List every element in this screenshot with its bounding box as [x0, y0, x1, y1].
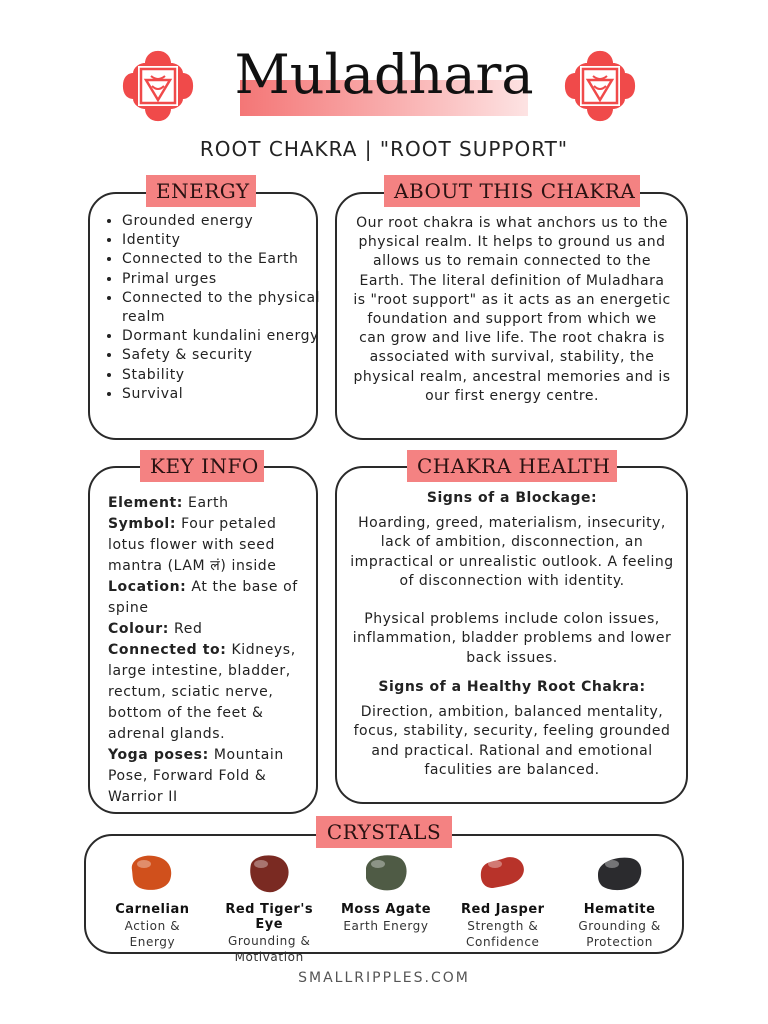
crystal-name: Red Jasper — [461, 902, 545, 917]
crystal-description: Earth Energy — [343, 919, 429, 933]
crystal-item — [211, 850, 328, 964]
key-info-term: Colour: — [108, 621, 169, 637]
energy-list-item: • Survival — [122, 385, 346, 404]
crystal-name: Moss Agate — [340, 902, 432, 917]
energy-list — [90, 212, 346, 404]
about-text: Our root chakra is what anchors us to the physical realm. It helps to ground us and allows us to remain connected to the Earth. The literal definition of Muladhara is "root support" as it acts as an energetic foundation and support from which we can grow and live life. The root chakra is associated with survival, stability, the physical realm, ancestral memories and is our first energy centre. — [353, 215, 671, 404]
crystal-item — [94, 850, 211, 964]
energy-list-item: • Safety & security — [122, 346, 346, 365]
energy-label: ENERGY — [146, 175, 256, 207]
page-subtitle: ROOT CHAKRA | "ROOT SUPPORT" — [199, 137, 569, 161]
energy-list-item: • Identity — [122, 231, 346, 250]
blockage-text: Hoarding, greed, materialism, insecurity, lack of ambition, disconnection, an impractical or unrealistic outlook. A feeling of disconnection with identity. — [350, 515, 674, 589]
key-info-term: Element: — [108, 495, 183, 511]
crystal-item — [328, 850, 445, 964]
energy-list-item: • Connected to the Earth — [122, 250, 346, 269]
crystal-description: Confidence — [466, 935, 540, 949]
key-info-term: Yoga poses: — [108, 747, 209, 763]
crystal-description: Grounding & — [578, 919, 661, 933]
key-info-value: Mountain Pose, Forward Fold & Warrior II — [108, 747, 284, 805]
crystal-description: Protection — [586, 935, 653, 949]
crystal-stone-icon — [124, 850, 180, 896]
energy-list-item: • Connected to the physical realm — [122, 289, 346, 327]
key-info-item — [108, 619, 308, 640]
key-info-value: Kidneys, large intestine, bladder, rectum, sciatic nerve, bottom of the feet & adrenal glands. — [108, 642, 296, 742]
crystal-description: Grounding & — [227, 934, 311, 948]
crystal-item — [444, 850, 561, 964]
crystals-label: CRYSTALS — [316, 816, 452, 848]
healthy-heading: Signs of a Healthy Root Chakra: — [378, 679, 646, 695]
energy-list-item: • Dormant kundalini energy — [122, 327, 346, 346]
crystal-name: Hematite — [583, 902, 656, 917]
energy-list-item: • Primal urges — [122, 270, 346, 289]
energy-list-item: • Grounded energy — [122, 212, 346, 231]
key-info-item — [108, 493, 308, 514]
crystal-stone-icon — [241, 850, 297, 896]
physical-problems-text: Physical problems include colon issues, inflammation, bladder problems and lower back issues. — [352, 611, 672, 666]
key-info-term: Symbol: — [108, 516, 177, 532]
crystal-description: Action & — [124, 919, 181, 933]
crystal-stone-icon — [592, 850, 648, 896]
footer-website: SMALLRIPPLES.COM — [298, 970, 470, 986]
root-chakra-symbol-icon — [562, 48, 638, 124]
crystal-stone-icon — [358, 850, 414, 896]
key-info-term: Connected to: — [108, 642, 227, 658]
crystal-item — [561, 850, 678, 964]
crystal-description: Strength & — [467, 919, 539, 933]
key-info-item — [108, 577, 308, 619]
key-info-label: KEY INFO — [140, 450, 264, 482]
chakra-health-label: CHAKRA HEALTH — [407, 450, 617, 482]
crystal-name: Carnelian — [115, 902, 190, 917]
crystal-description: Motivation — [234, 950, 304, 964]
healthy-text: Direction, ambition, balanced mentality, focus, stability, security, feeling grounded and practical. Rational and emotional faculities are balanced. — [353, 704, 671, 778]
root-chakra-symbol-icon — [120, 48, 196, 124]
key-info-value: Earth — [183, 495, 229, 511]
blockage-heading: Signs of a Blockage: — [426, 490, 598, 506]
key-info-item — [108, 640, 308, 745]
key-info-term: Location: — [108, 579, 187, 595]
key-info-item — [108, 745, 308, 808]
key-info-value: At the base of spine — [108, 579, 298, 616]
energy-list-item: • Stability — [122, 366, 346, 385]
crystal-description: Energy — [129, 935, 176, 949]
crystal-list — [94, 850, 678, 964]
about-label: ABOUT THIS CHAKRA — [384, 175, 640, 207]
crystal-stone-icon — [475, 850, 531, 896]
key-info-value: Four petaled lotus flower with seed mantra (LAM लं) inside — [108, 516, 277, 574]
crystal-name: Red Tiger's Eye — [225, 902, 314, 932]
key-info-list — [108, 493, 308, 808]
page-title: Muladhara — [234, 43, 534, 106]
key-info-item — [108, 514, 308, 577]
key-info-value: Red — [168, 621, 203, 637]
